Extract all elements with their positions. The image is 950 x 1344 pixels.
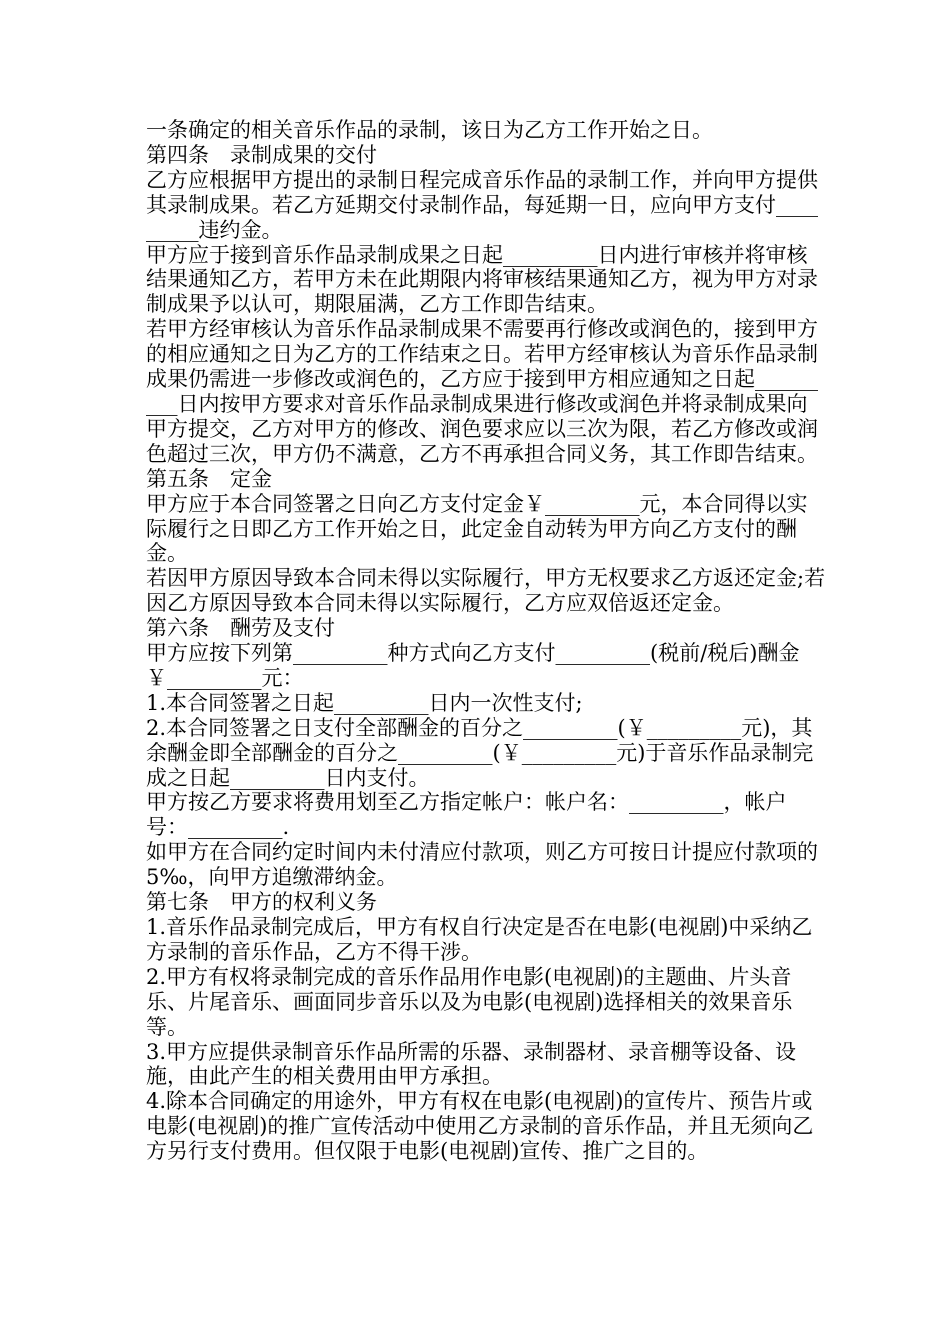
- paragraph: 甲方应于接到音乐作品录制成果之日起_________日内进行审核并将审核结果通知乙方，若甲方未在此期限内将审核结果通知乙方，视为甲方对录制成果予以认可，期限届满，乙方工作即告结束。: [146, 242, 818, 317]
- document-body: [146, 118, 826, 1164]
- list-item: 2.甲方有权将录制完成的音乐作品用作电影(电视剧)的主题曲、片头音乐、片尾音乐、画面同步音乐以及为电影(电视剧)选择相关的效果音乐等。: [146, 964, 793, 1039]
- paragraph: 甲方按乙方要求将费用划至乙方指定帐户：帐户名：_________，帐户号：_________.: [146, 790, 787, 840]
- section-heading-4: 第四条 录制成果的交付: [146, 142, 377, 167]
- paragraph: 甲方应按下列第_________种方式向乙方支付_________(税前/税后)酬金￥_________元：: [146, 641, 800, 690]
- paragraph: 甲方应于本合同签署之日向乙方支付定金￥_________元，本合同得以实际履行之日即乙方工作开始之日，此定金自动转为甲方向乙方支付的酬金。: [146, 491, 808, 566]
- list-item: 1.音乐作品录制完成后，甲方有权自行决定是否在电影(电视剧)中采纳乙方录制的音乐作品，乙方不得干涉。: [146, 915, 813, 964]
- list-item: 4.除本合同确定的用途外，甲方有权在电影(电视剧)的宣传片、预告片或电影(电视剧)的推广宣传活动中使用乙方录制的音乐作品，并且无须向乙方另行支付费用。但仅限于电影(电视剧)宣传、推广之目的。: [146, 1089, 814, 1164]
- paragraph-continuation: 一条确定的相关音乐作品的录制，该日为乙方工作开始之日。: [146, 118, 713, 142]
- list-item: 1.本合同签署之日起_________日内一次性支付;: [146, 690, 583, 715]
- section-heading-7: 第七条 甲方的权利义务: [146, 890, 377, 915]
- paragraph: 乙方应根据甲方提出的录制日程完成音乐作品的录制工作，并向甲方提供其录制成果。若乙方延期交付录制作品，每延期一日，应向甲方支付_________违约金。: [146, 167, 818, 242]
- list-item: 2.本合同签署之日支付全部酬金的百分之_________(￥_________元)，其余酬金即全部酬金的百分之_________(￥_________元)于音乐作品录制完成之日起_________日内支付。: [146, 715, 814, 790]
- list-item: 3.甲方应提供录制音乐作品所需的乐器、录制器材、录音棚等设备、设施，由此产生的相关费用由甲方承担。: [146, 1039, 797, 1089]
- section-heading-5: 第五条 定金: [146, 466, 272, 491]
- paragraph: 若甲方经审核认为音乐作品录制成果不需要再行修改或润色的，接到甲方的相应通知之日为乙方的工作结束之日。若甲方经审核认为音乐作品录制成果仍需进一步修改或润色的，乙方应于接到甲方相应通知之日起_________日内按甲方要求对音乐作品录制成果进行修改或润色并将录制成果向甲方提交，乙方对甲方的修改、润色要求应以三次为限，若乙方修改或润色超过三次，甲方仍不满意，乙方不再承担合同义务，其工作即告结束。: [146, 317, 818, 466]
- paragraph: 若因甲方原因导致本合同未得以实际履行，甲方无权要求乙方返还定金;若因乙方原因导致本合同未得以实际履行，乙方应双倍返还定金。: [146, 566, 826, 616]
- section-heading-6: 第六条 酬劳及支付: [146, 616, 335, 641]
- paragraph: 如甲方在合同约定时间内未付清应付款项，则乙方可按日计提应付款项的5‰，向甲方追缴滞纳金。: [146, 840, 818, 890]
